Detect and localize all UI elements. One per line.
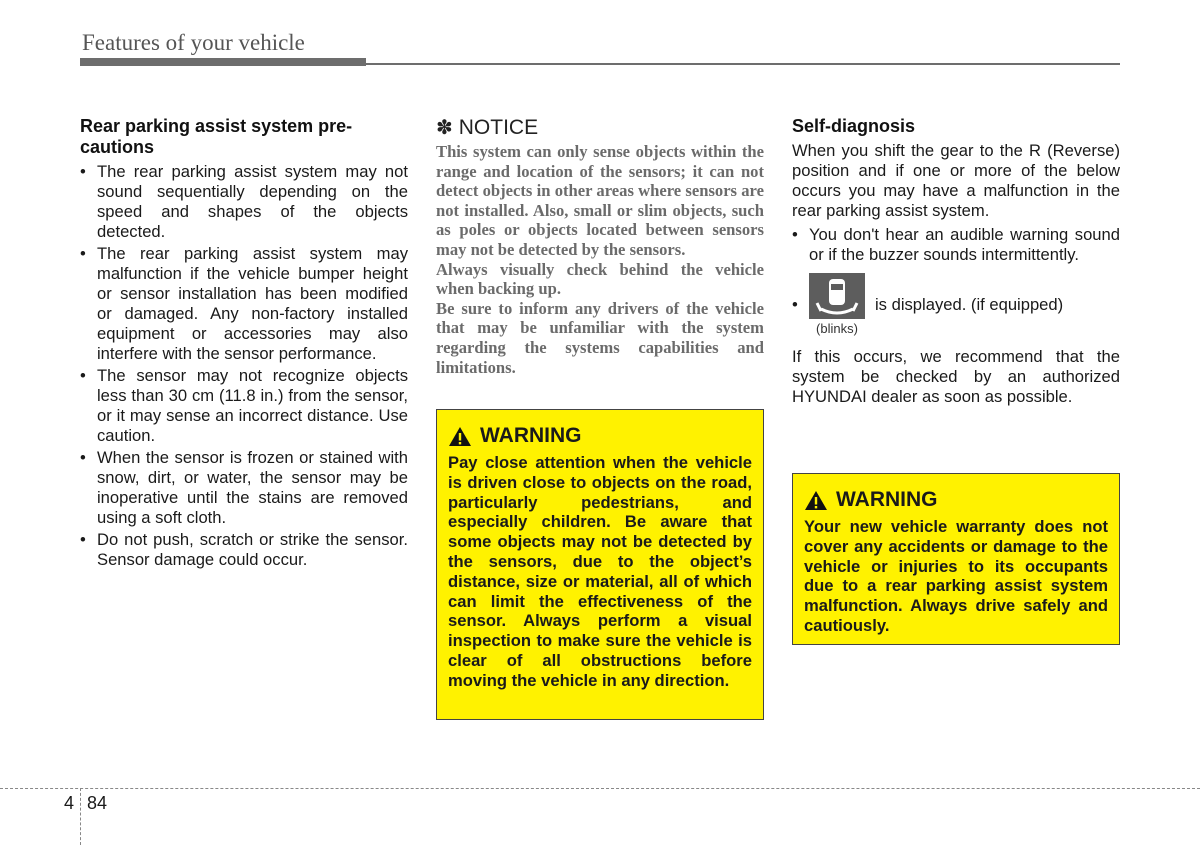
notice-paragraph: Always visually check behind the vehicle when backing up.	[436, 259, 764, 299]
list-item: • The sensor may not recognize objects less than 30 cm (11.8 in.) from the sensor, or it may sense an incorrect distance. Use caution.	[80, 366, 408, 446]
notice-heading	[436, 116, 764, 140]
list-item: • The rear parking assist system may malfunction if the vehicle bumper height or sensor installation has been modified or damaged. Any non-factory installed equipment or accessories may also interfere with the sensor performance.	[80, 244, 408, 364]
bullet-dot: •	[792, 295, 798, 314]
self-diagnosis-recommendation: If this occurs, we recommend that the system be checked by an authorized HYUNDAI dealer as soon as possible.	[792, 347, 1120, 406]
left-column	[80, 116, 408, 572]
parking-assist-icon	[809, 273, 865, 319]
footer-divider	[80, 788, 81, 845]
precautions-heading	[80, 116, 408, 158]
header-bar	[80, 58, 366, 66]
warning-text: Your new vehicle warranty does not cover any accidents or damage to the vehicle or injuries to its occupants due to a rear parking assist system malfunction. Always drive safely and cautiously.	[804, 517, 1108, 635]
indicator-row	[792, 273, 1120, 337]
warning-box-warranty	[792, 473, 1120, 645]
warning-heading-text: WARNING	[836, 488, 938, 511]
notice-paragraph: Be sure to inform any drivers of the vehicle that may be unfamiliar with the system regarding the systems capabilities and limitations.	[436, 298, 764, 377]
page-header-title: Features of your vehicle	[82, 30, 305, 55]
footer-rule	[0, 788, 1200, 789]
self-diagnosis-intro: When you shift the gear to the R (Reverse) position and if one or more of the below occurs you may have a malfunction in the rear parking assist system.	[792, 141, 1120, 220]
notice-star-icon: ✽	[436, 117, 453, 139]
chapter-number: 4	[64, 793, 75, 813]
self-diagnosis-list	[792, 225, 1120, 265]
notice-paragraph: This system can only sense objects within the range and location of the sensors; it can not detect objects in other areas where sensors are not installed. Also, small or slim objects, such as poles or objects located between sensors may not be detected by the sensors.	[436, 142, 764, 259]
list-item: • Do not push, scratch or strike the sensor. Sensor damage could occur.	[80, 530, 408, 570]
warning-heading-text: WARNING	[480, 424, 582, 447]
warning-heading	[448, 424, 752, 448]
warning-heading	[804, 488, 1108, 512]
page-number: 84	[87, 793, 108, 813]
notice-heading-text: NOTICE	[458, 116, 539, 139]
list-item: • The rear parking assist system may not sound sequentially depending on the speed and shapes of the objects detected.	[80, 162, 408, 242]
blinks-label: (blinks)	[816, 321, 858, 336]
self-diagnosis-heading: Self-diagnosis	[792, 116, 916, 136]
warning-box-sensors	[436, 409, 764, 720]
list-item: • You don't hear an audible warning sound or if the buzzer sounds intermittently.	[792, 225, 1120, 265]
indicator-caption: is displayed. (if equipped)	[875, 295, 1064, 314]
warning-triangle-icon	[804, 490, 828, 511]
self-diagnosis-section	[792, 116, 1120, 411]
warning-triangle-icon	[448, 426, 472, 447]
warning-text: Pay close attention when the vehicle is driven close to objects on the road, particularly pedestrians, and especially children. Be aware that some objects may not be detected by the sensors, due to the object’s distance, size or material, all of which can limit the effectiveness of the sensor. Always perform a visual inspection to make sure the vehicle is clear of all obstructions before moving the vehicle in any direction.	[448, 453, 752, 690]
header-rule	[366, 63, 1120, 65]
notice-section	[436, 116, 764, 377]
list-item: • When the sensor is frozen or stained with snow, dirt, or water, the sensor may be inoperative until the stains are removed using a soft cloth.	[80, 448, 408, 528]
precautions-heading-text: Rear parking assist system pre- cautions	[80, 116, 353, 157]
precautions-list	[80, 162, 408, 570]
indicator-block	[809, 273, 865, 336]
